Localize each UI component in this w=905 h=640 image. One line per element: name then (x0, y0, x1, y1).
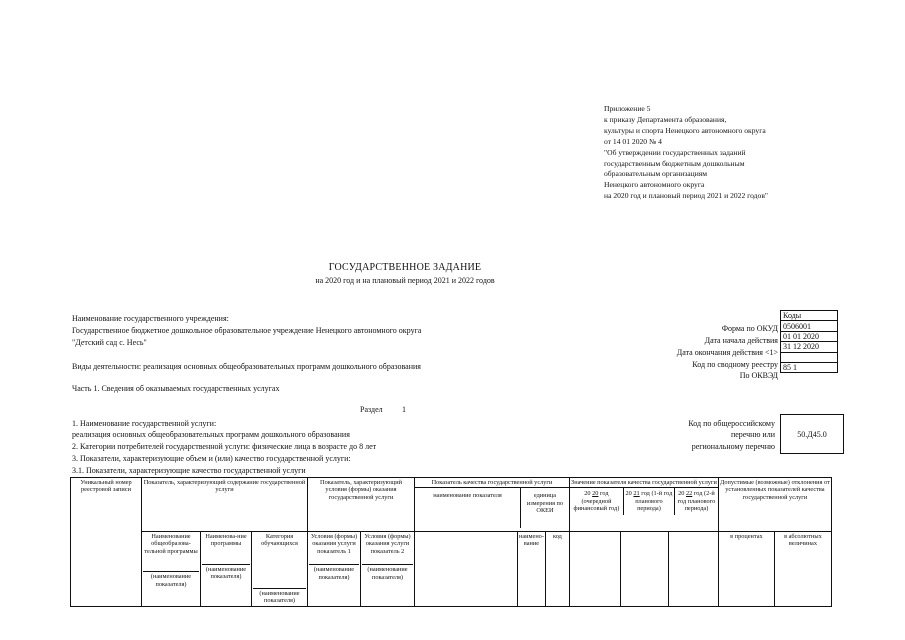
service-name-label: 1. Наименование государственной услуги: (72, 419, 217, 428)
year-1-number: 20 (592, 490, 599, 498)
header-conditions: Показатель, характеризующий условия (формы) оказания государственной услуги (308, 478, 415, 532)
okv-label-3: региональному перечню (691, 442, 775, 451)
header-content: Показатель, характеризующий содержание государственной услуги (142, 478, 308, 532)
column-unit-code: код (545, 532, 569, 607)
annex-line: культуры и спорта Ненецкого автономного округа (604, 125, 766, 135)
okv-label-2: перечню или (730, 430, 775, 439)
header-year-3 (675, 488, 718, 514)
header-year-1 (570, 488, 624, 514)
institution-name-2: "Детский сад с. Несь" (72, 338, 147, 347)
annex-line: образовательным организациям (604, 169, 708, 179)
header-values-title: Значение показателя качества государственной услуги (570, 478, 718, 488)
column-category (252, 532, 308, 607)
column-category-sub: (наименование показателя) (253, 588, 306, 605)
column-year-3 (668, 532, 718, 607)
section-label: Раздел (360, 405, 383, 414)
codes-label-registry: Код по сводному реестру (692, 360, 778, 369)
codes-label-start: Дата начала действия (704, 336, 778, 345)
year-2-suffix: год (1-й год планового периода) (635, 490, 673, 513)
year-2-number: 21 (633, 490, 640, 498)
codes-registry (781, 352, 838, 362)
column-program-name-sub: (наименование показателя) (143, 571, 199, 588)
part-1-heading: Часть 1. Сведения об оказываемых государственных услугах (72, 384, 280, 393)
column-deviation-absolute: в абсолютных величинах (774, 532, 831, 607)
annex-line: от 14 01 2020 № 4 (604, 136, 662, 146)
codes-label-okud: Форма по ОКУД (721, 324, 778, 333)
annex-line: Приложение 5 (604, 104, 651, 113)
annex-line: Ненецкого автономного округа (604, 180, 705, 190)
column-program (201, 532, 252, 607)
header-quality (415, 478, 570, 532)
year-3-prefix: 20 (678, 490, 685, 498)
quality-table (70, 477, 832, 607)
year-3-number: 22 (685, 490, 693, 498)
service-name-value: реализация основных общеобразовательных программ дошкольного образования (72, 430, 350, 439)
okv-code: 50.Д45.0 (797, 429, 827, 439)
column-program-sub: (наименование показателя) (202, 564, 250, 581)
header-quality-unit: единица измерения по ОКЕИ (526, 492, 564, 515)
header-values (569, 478, 718, 532)
service-consumers: 2. Категории потребителей государственной услуги: физические лица в возрасте до 8 лет (72, 442, 377, 451)
institution-name-1: Государственное бюджетное дошкольное образовательное учреждение Ненецкого автономного округа (72, 326, 422, 335)
codes-okved: 85 1 (781, 362, 838, 372)
header-year-2 (624, 488, 675, 514)
column-year-1 (569, 532, 620, 607)
service-quality-indicators: 3.1. Показатели, характеризующие качество государственной услуги (72, 466, 306, 475)
codes-header: Коды (781, 311, 838, 321)
annex-block (604, 104, 768, 202)
institution-label: Наименование государственного учреждения: (72, 314, 229, 323)
service-indicators: 3. Показатели, характеризующие объем и (или) качество государственной услуги: (72, 454, 351, 463)
document-title: ГОСУДАРСТВЕННОЕ ЗАДАНИЕ (328, 262, 482, 273)
annex-line: к приказу Департамента образования, (604, 114, 727, 124)
column-condition-1 (308, 532, 361, 607)
column-category-label: Категория обучающихся (261, 533, 298, 548)
header-quality-title: Показатель качества государственной услуги (415, 478, 569, 488)
header-deviation: Допустимые (возможные) отклонения от установленных показателей качества государственной услуги (718, 478, 831, 532)
year-2-prefix: 20 (625, 490, 632, 498)
column-unit-name: наимено-вание (518, 532, 546, 607)
column-deviation-percent: в процентах (718, 532, 774, 607)
activity-type: Виды деятельности: реализация основных общеобразовательных программ дошкольного образования (72, 362, 421, 371)
header-quality-name: наименование показателя (415, 488, 521, 528)
column-quality-name (415, 532, 518, 607)
annex-line: "Об утверждении государственных заданий (604, 147, 746, 157)
annex-line: государственным бюджетным дошкольным (604, 158, 745, 168)
column-condition-2 (361, 532, 415, 607)
column-condition-1-sub: (наименование показателя) (309, 564, 359, 581)
column-condition-2-label: Условия (формы) оказания услуги показатель 2 (364, 533, 411, 555)
year-1-suffix: год (очередной финансовый год) (573, 490, 620, 513)
codes-okud: 0506001 (781, 321, 838, 331)
codes-table (780, 310, 838, 373)
okv-label-1: Код по общероссийскому (688, 419, 775, 428)
column-condition-2-sub: (наименование показателя) (362, 564, 413, 581)
header-unique-number: Уникальный номер реестровой записи (71, 478, 142, 607)
column-condition-1-label: Условия (формы) оказания услуги показатель 1 (310, 533, 358, 555)
codes-end-date: 31 12 2020 (781, 342, 838, 352)
codes-start-date: 01 01 2020 (781, 331, 838, 341)
column-program-name (142, 532, 201, 607)
column-program-name-label: Наименование общеобразова-тельной программы (144, 533, 198, 555)
okv-code-box (780, 414, 844, 454)
codes-label-okved: По ОКВЭД (739, 371, 778, 380)
column-program-label: Наименова-ние программы (205, 533, 247, 548)
section-number: 1 (402, 405, 406, 414)
column-year-2 (620, 532, 668, 607)
annex-line: на 2020 год и плановый период 2021 и 2022 годов" (604, 191, 768, 201)
document-subtitle: на 2020 год и на плановый период 2021 и 2022 годов (315, 276, 495, 285)
codes-label-end: Дата окончания действия <1> (676, 348, 778, 357)
year-3-suffix: год (2-й год планового периода) (677, 490, 716, 513)
year-1-prefix: 20 (584, 490, 591, 498)
